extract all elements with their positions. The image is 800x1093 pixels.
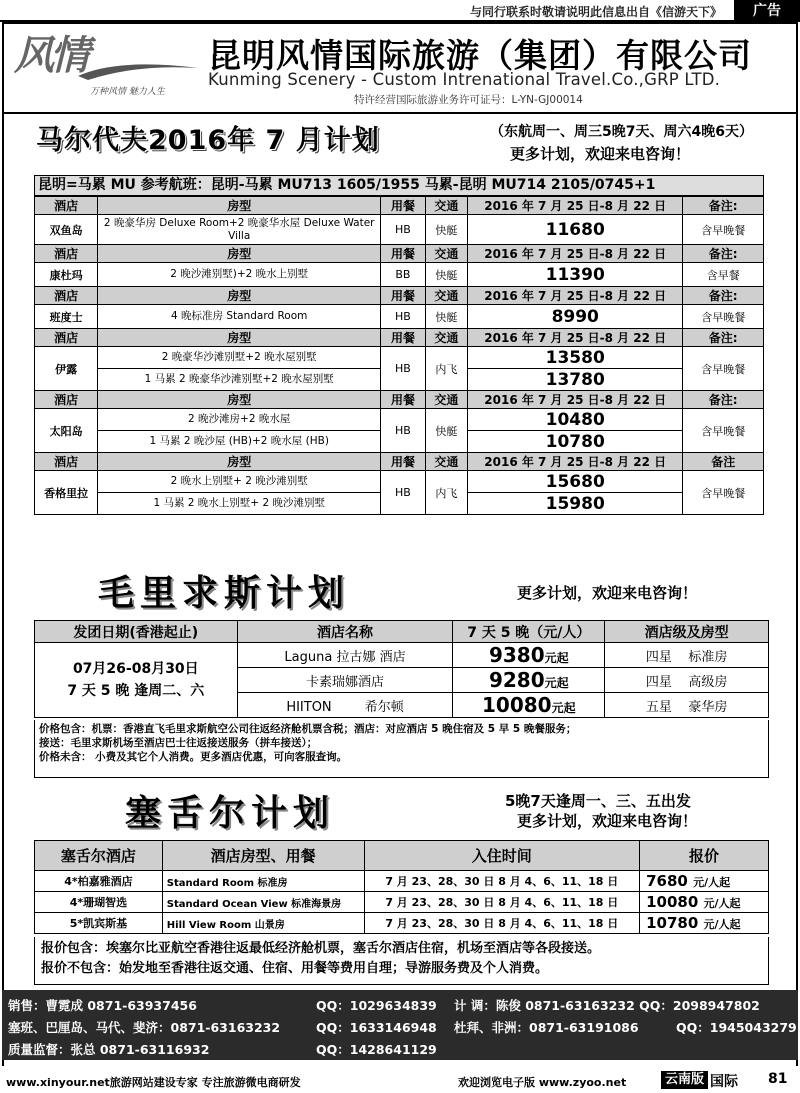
maldives-transport: 快艇 (425, 263, 467, 287)
divider (2, 112, 798, 114)
sey-price-unit: 元/人起 (693, 876, 731, 889)
maldives-price: 15980 (468, 493, 683, 515)
maldives-flight-info: 昆明=马累 MU 参考航班：昆明-马累 MU713 1605/1955 马累-昆明 MU714 2105/0745+1 (34, 175, 764, 196)
mauritius-title: 毛里求斯计划 (98, 573, 351, 614)
maldives-row (35, 409, 764, 431)
sey-dates: 7 月 23、28、30 日 8 月 4、6、11、18 日 (364, 892, 640, 913)
mau-hotel-name: 卡素瑞娜酒店 (237, 668, 453, 693)
contact-quality: 质量监督：张总 0871-63116932 (8, 1042, 210, 1057)
mau-note-line: 价格未含： 小费及其它个人消费。更多酒店优惠，可向客服查询。 (39, 751, 348, 763)
maldives-header-cell: 房型 (98, 197, 381, 215)
maldives-row (35, 305, 764, 329)
mau-header-price: 7 天 5 晚（元/人） (453, 621, 605, 643)
maldives-header-cell: 交通 (425, 453, 467, 471)
mau-hotel-name: HIITON 希尔顿 (237, 693, 453, 718)
maldives-header-row (35, 391, 764, 409)
maldives-header-cell: 酒店 (35, 197, 98, 215)
ad-label: 广告 (734, 0, 800, 22)
mau-star: 四星 (645, 674, 672, 690)
sey-price (640, 913, 769, 934)
mau-duration: 7 天 5 晚 逢周二、六 (67, 683, 205, 699)
contact-regions-qq: QQ：1633146948 (316, 1020, 437, 1035)
maldives-room: 2 晚豪华房 Deluxe Room+2 晚豪华水屋 Deluxe Water Villa (98, 215, 381, 245)
contact-dubai-qq: QQ：1945043279 (676, 1020, 797, 1035)
maldives-header-cell: 备注: (683, 391, 764, 409)
maldives-header-cell: 备注: (683, 245, 764, 263)
maldives-transport: 快艇 (425, 305, 467, 329)
contact-sales: 销售：曹霓成 0871-63937456 (8, 998, 197, 1013)
maldives-header-cell: 备注 (683, 453, 764, 471)
contact-regions: 塞班、巴厘岛、马代、斐济：0871-63163232 (8, 1020, 281, 1035)
maldives-remark: 含早晚餐 (683, 471, 764, 515)
company-header (8, 28, 792, 112)
sey-price-unit: 元/人起 (703, 918, 741, 931)
mau-star: 四星 (645, 649, 672, 665)
maldives-hotel: 伊露 (35, 347, 98, 391)
maldives-meal: BB (381, 263, 425, 287)
maldives-row (35, 347, 764, 369)
mau-grade (605, 643, 769, 668)
maldives-hotel: 双鱼岛 (35, 215, 98, 245)
maldives-room: 1 马累 2 晚沙屋 (HB)+2 晚水屋 (HB) (98, 431, 381, 453)
section-label: 国际 (710, 1074, 738, 1090)
maldives-price: 10480 (468, 409, 683, 431)
sey-room: Standard Room 标准房 (162, 871, 364, 892)
maldives-meal: HB (381, 409, 425, 453)
mau-price-unit: 元起 (551, 701, 576, 715)
logo-swoosh-icon (78, 62, 198, 82)
sey-note-line: 报价不包含：始发地至香港往返交通、住宿、用餐等费用自理；导游服务费及个人消费。 (41, 961, 549, 976)
maldives-price: 11680 (468, 215, 683, 245)
maldives-meal: HB (381, 347, 425, 391)
seychelles-contact-note: 更多计划，欢迎来电咨询！ (517, 812, 698, 830)
maldives-row (35, 215, 764, 245)
company-logo (8, 28, 198, 110)
maldives-room: 4 晚标准房 Standard Room (98, 305, 381, 329)
maldives-header-cell: 2016 年 7 月 25 日-8 月 22 日 (468, 391, 683, 409)
sey-dates: 7 月 23、28、30 日 8 月 4、6、11、18 日 (364, 913, 640, 934)
maldives-header-cell: 房型 (98, 245, 381, 263)
mau-room: 高级房 (688, 674, 728, 690)
maldives-room: 2 晚水上别墅+ 2 晚沙滩别墅 (98, 471, 381, 493)
maldives-contact-note: 更多计划，欢迎来电咨询！ (510, 145, 691, 163)
sey-dates: 7 月 23、28、30 日 8 月 4、6、11、18 日 (364, 871, 640, 892)
mau-grade (605, 693, 769, 718)
mau-header-hotel: 酒店名称 (237, 621, 453, 643)
maldives-header-row (35, 329, 764, 347)
mau-dates: 07月26-08月30日 (72, 661, 199, 677)
top-banner (0, 0, 800, 22)
seychelles-row (35, 892, 769, 913)
footer-left-text: www.xinyour.net旅游网站建设专家 专注旅游微电商研发 (6, 1076, 301, 1089)
maldives-header-cell: 房型 (98, 453, 381, 471)
sey-header-room: 酒店房型、用餐 (162, 841, 364, 871)
maldives-header-cell: 交通 (425, 197, 467, 215)
maldives-header-cell: 用餐 (381, 287, 425, 305)
maldives-room: 2 晚豪华沙滩别墅+2 晚水屋别墅 (98, 347, 381, 369)
maldives-transport: 快艇 (425, 215, 467, 245)
mau-departure-cell (35, 643, 238, 718)
sey-header-dates: 入住时间 (364, 841, 640, 871)
logo-tagline: 万种风情 魅力人生 (90, 87, 165, 97)
maldives-room: 1 马累 2 晚水上别墅+ 2 晚沙滩别墅 (98, 493, 381, 515)
seychelles-price-table (34, 840, 769, 934)
sey-note-line: 报价包含：埃塞尔比亚航空香港往返最低经济舱机票，塞舌尔酒店住宿，机场至酒店等各段接送。 (41, 941, 601, 956)
maldives-header-cell: 2016 年 7 月 25 日-8 月 22 日 (468, 245, 683, 263)
sey-price-unit: 元/人起 (703, 897, 741, 910)
sey-price-value: 10080 (646, 893, 699, 911)
maldives-remark: 含早晚餐 (683, 215, 764, 245)
maldives-remark: 含早晚餐 (683, 347, 764, 391)
mau-note-line: 接送：毛里求斯机场至酒店巴士往返接送服务（拼车接送）； (39, 737, 318, 749)
maldives-header-cell: 酒店 (35, 453, 98, 471)
company-name-cn: 昆明风情国际旅游（集团）有限公司 (208, 36, 752, 75)
maldives-header-cell: 房型 (98, 329, 381, 347)
maldives-room: 2 晚沙滩房+2 晚水屋 (98, 409, 381, 431)
maldives-header-cell: 2016 年 7 月 25 日-8 月 22 日 (468, 197, 683, 215)
seychelles-notes (34, 937, 769, 985)
maldives-header-cell: 用餐 (381, 391, 425, 409)
mau-note-line: 价格包含：机票：香港直飞毛里求斯航空公司往返经济舱机票含税；酒店：对应酒店 5 晚住宿及 5 早 5 晚餐服务； (39, 723, 577, 735)
maldives-header-cell: 用餐 (381, 245, 425, 263)
maldives-header-cell: 房型 (98, 287, 381, 305)
sey-price-value: 10780 (646, 914, 699, 932)
mau-hotel-name: Laguna 拉古娜 酒店 (237, 643, 453, 668)
contact-sales-qq: QQ：1029634839 (316, 998, 437, 1013)
maldives-header-cell: 2016 年 7 月 25 日-8 月 22 日 (468, 287, 683, 305)
maldives-transport: 快艇 (425, 409, 467, 453)
seychelles-row (35, 913, 769, 934)
maldives-header-cell: 交通 (425, 391, 467, 409)
contact-planner: 计 调：陈俊 0871-63163232 QQ：2098947802 (454, 998, 760, 1013)
source-notice: 与同行联系时敬请说明此信息出自《信游天下》 (469, 5, 722, 19)
maldives-transport: 内飞 (425, 347, 467, 391)
maldives-header-cell: 交通 (425, 287, 467, 305)
maldives-header-cell: 备注: (683, 287, 764, 305)
maldives-schedule-note: （东航周一、周三5晚7天、周六4晚6天） (490, 124, 753, 140)
maldives-header-row (35, 287, 764, 305)
sey-header-hotel: 塞舌尔酒店 (35, 841, 163, 871)
maldives-header-cell: 用餐 (381, 329, 425, 347)
contact-bar (2, 990, 798, 1060)
contact-dubai-africa: 杜拜、非洲：0871-63191086 (454, 1020, 639, 1035)
edition-badge: 云南版 (661, 1071, 708, 1089)
maldives-header-cell: 酒店 (35, 245, 98, 263)
sey-price (640, 892, 769, 913)
maldives-room: 1 马累 2 晚豪华沙滩别墅+2 晚水屋别墅 (98, 369, 381, 391)
footer-right-text: 欢迎浏览电子版 www.zyoo.net (458, 1076, 627, 1089)
maldives-price-table (34, 196, 764, 515)
maldives-transport: 内飞 (425, 471, 467, 515)
maldives-header-row (35, 197, 764, 215)
logo-mark: 风情 (14, 32, 86, 79)
mau-header-grade: 酒店级及房型 (605, 621, 769, 643)
mau-price (453, 693, 605, 718)
maldives-header-cell: 备注: (683, 329, 764, 347)
mauritius-contact-note: 更多计划，欢迎来电咨询！ (517, 584, 698, 602)
maldives-header-row (35, 453, 764, 471)
maldives-meal: HB (381, 215, 425, 245)
seychelles-title: 塞舌尔计划 (125, 793, 336, 834)
maldives-header-cell: 用餐 (381, 453, 425, 471)
sey-price-value: 7680 (646, 872, 688, 890)
maldives-hotel: 香格里拉 (35, 471, 98, 515)
sey-hotel: 5*凯宾斯基 (35, 913, 163, 934)
mau-room: 标准房 (688, 649, 728, 665)
maldives-header-cell: 房型 (98, 391, 381, 409)
mau-grade (605, 668, 769, 693)
maldives-price: 13780 (468, 369, 683, 391)
maldives-hotel: 康杜玛 (35, 263, 98, 287)
maldives-price: 10780 (468, 431, 683, 453)
seychelles-schedule-note: 5晚7天逢周一、三、五出发 (505, 792, 691, 810)
mau-price-value: 9280 (488, 668, 545, 692)
maldives-header-cell: 酒店 (35, 391, 98, 409)
maldives-meal: HB (381, 471, 425, 515)
maldives-header-row (35, 245, 764, 263)
sey-hotel: 4*珊瑚智选 (35, 892, 163, 913)
maldives-price: 15680 (468, 471, 683, 493)
maldives-title: 马尔代夫2016年 7 月计划 (36, 125, 380, 156)
mau-price-value: 9380 (488, 643, 545, 667)
maldives-header-cell: 酒店 (35, 287, 98, 305)
license-number: 特许经营国际旅游业务许可证号：L-YN-GJ00014 (354, 94, 583, 106)
maldives-row (35, 263, 764, 287)
maldives-remark: 含早餐 (683, 263, 764, 287)
maldives-row (35, 471, 764, 493)
mau-room: 豪华房 (688, 699, 728, 715)
mau-header-dates: 发团日期(香港起止) (35, 621, 238, 643)
sey-hotel: 4*柏嘉雅酒店 (35, 871, 163, 892)
contact-quality-qq: QQ：1428641129 (316, 1042, 437, 1057)
sey-room: Standard Ocean View 标准海景房 (162, 892, 364, 913)
mau-price-value: 10080 (482, 693, 552, 717)
maldives-room: 2 晚沙滩别墅)+2 晚水上别墅 (98, 263, 381, 287)
mau-price (453, 643, 605, 668)
maldives-hotel: 太阳岛 (35, 409, 98, 453)
maldives-header-cell: 酒店 (35, 329, 98, 347)
page-footer (0, 1068, 800, 1093)
mau-price-unit: 元起 (544, 676, 569, 690)
maldives-header-cell: 交通 (425, 245, 467, 263)
company-name-en: Kunming Scenery - Custom Intrenational Travel.Co.,GRP LTD. (208, 70, 721, 89)
sey-room: Hill View Room 山景房 (162, 913, 364, 934)
maldives-header-cell: 2016 年 7 月 25 日-8 月 22 日 (468, 329, 683, 347)
mauritius-notes (34, 720, 769, 778)
sey-price (640, 871, 769, 892)
maldives-header-cell: 交通 (425, 329, 467, 347)
page-number: 81 (768, 1071, 788, 1087)
maldives-price: 8990 (468, 305, 683, 329)
mau-star: 五星 (645, 699, 672, 715)
maldives-price: 13580 (468, 347, 683, 369)
seychelles-row (35, 871, 769, 892)
maldives-remark: 含早晚餐 (683, 305, 764, 329)
maldives-remark: 含早晚餐 (683, 409, 764, 453)
maldives-header-cell: 用餐 (381, 197, 425, 215)
maldives-header-cell: 备注: (683, 197, 764, 215)
maldives-price: 11390 (468, 263, 683, 287)
maldives-header-cell: 2016 年 7 月 25 日-8 月 22 日 (468, 453, 683, 471)
mau-price (453, 668, 605, 693)
sey-header-price: 报价 (640, 841, 769, 871)
mauritius-price-table (34, 620, 769, 718)
maldives-meal: HB (381, 305, 425, 329)
maldives-hotel: 班度士 (35, 305, 98, 329)
mau-price-unit: 元起 (544, 651, 569, 665)
